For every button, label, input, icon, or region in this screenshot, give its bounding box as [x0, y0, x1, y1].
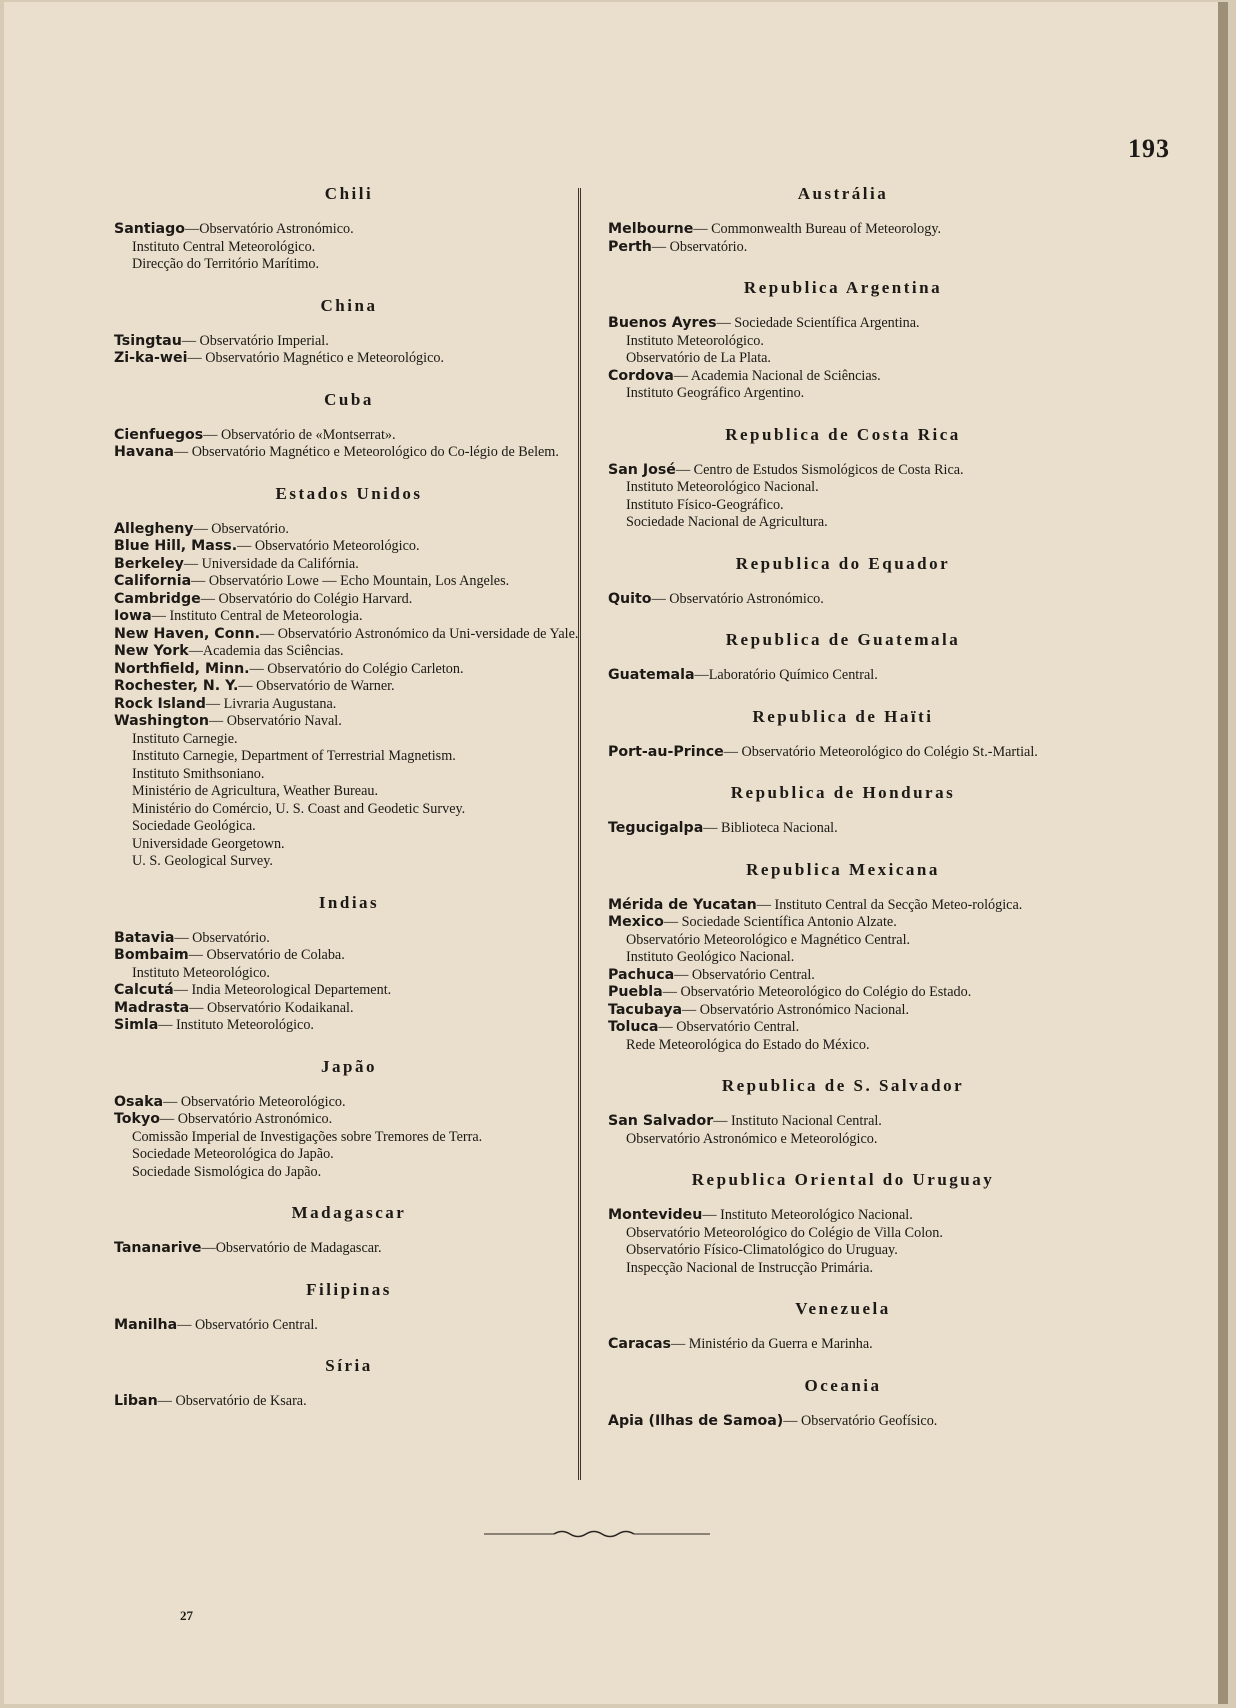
entry-line [608, 462, 1078, 480]
institution-subline: Instituto Smithsoniano. [132, 765, 265, 782]
institution-text: — Universidade da Califórnia. [183, 555, 359, 572]
entry-line [608, 1413, 1078, 1431]
section-heading: Venezuela [795, 1299, 891, 1318]
institution-subline: Instituto Geológico Nacional. [626, 949, 795, 965]
section-republica-de-honduras [608, 783, 1078, 838]
section-cuba [114, 390, 584, 462]
section-republica-de-guatemala [608, 630, 1078, 685]
place-name: Rochester, N. Y. [114, 678, 239, 694]
institution-subline: Instituto Geográfico Argentino. [626, 385, 805, 401]
place-name: Batavia [114, 929, 175, 946]
entry-line [114, 221, 584, 239]
institution-subline: Sociedade Geológica. [132, 818, 256, 834]
place-name: Tegucigalpa [608, 820, 704, 836]
section-republica-oriental-do-uruguay [608, 1170, 1078, 1277]
institution-subline: Sociedade Sismológica do Japão. [132, 1163, 322, 1180]
section-heading: Republica de Honduras [730, 783, 956, 802]
section-china [114, 296, 584, 368]
place-name: Guatemala [608, 667, 695, 683]
place-name: Iowa [114, 608, 152, 624]
entry-line [114, 1240, 584, 1258]
place-name: Osaka [114, 1093, 164, 1110]
section-heading: Republica de Haïti [752, 706, 934, 726]
institution-text: — Observatório Central. [658, 1019, 800, 1035]
institution-text: — Observatório. [651, 238, 748, 255]
entry-line [608, 1336, 1078, 1354]
section-madagascar [114, 1203, 584, 1258]
right-column [608, 184, 1078, 1452]
place-name: Santiago [114, 221, 186, 237]
book-page [4, 2, 1228, 1704]
section-republica-de-costa-rica [608, 425, 1078, 532]
section-republica-do-equador [608, 554, 1078, 609]
entry-line [608, 591, 1078, 609]
place-name: Allegheny [114, 520, 194, 537]
section-venezuela [608, 1299, 1078, 1354]
entry-line [608, 368, 1078, 386]
institution-text: — Observatório do Colégio Carleton. [249, 660, 464, 677]
institution-subline: Instituto Físico-Geográfico. [626, 496, 784, 513]
place-name: Tananarive [114, 1240, 202, 1256]
institution-text: — Observatório Central. [177, 1316, 318, 1333]
institution-subline: Observatório Físico-Climatológico do Uruguay. [626, 1242, 898, 1258]
entry-line [608, 1019, 1078, 1037]
entry-line [608, 914, 1078, 932]
institution-text: — Observatório Meteorológico. [163, 1093, 346, 1110]
section-heading: Republica Mexicana [746, 859, 940, 879]
entry-line [114, 350, 584, 368]
entry-line [114, 947, 584, 965]
institution-text: — Academia Nacional de Sciências. [673, 367, 881, 384]
place-name: New Haven, Conn. [114, 625, 261, 642]
institution-text: — Observatório Astronómico. [651, 590, 824, 607]
place-name: California [114, 573, 192, 589]
institution-text: — Observatório de Warner. [238, 678, 395, 694]
page-number: 193 [1128, 134, 1170, 163]
institution-subline: Ministério de Agricultura, Weather Bureau. [132, 783, 379, 799]
institution-subline: Observatório Astronómico e Meteorológico. [626, 1130, 878, 1147]
entry-line [114, 608, 584, 626]
place-name: Tsingtau [114, 332, 182, 349]
section-heading: Estados Unidos [275, 483, 423, 503]
institution-text: — Observatório de Ksara. [157, 1393, 307, 1409]
institution-text: — Observatório Magnético e Meteorológico. [187, 350, 445, 366]
institution-text: — Instituto Nacional Central. [713, 1113, 882, 1129]
entry-line [608, 1207, 1078, 1225]
institution-text: — Observatório Naval. [209, 713, 342, 729]
institution-subline: U. S. Geological Survey. [132, 853, 273, 869]
place-name: Blue Hill, Mass. [114, 538, 238, 554]
place-name: Montevideu [608, 1207, 703, 1223]
institution-text: — Observatório do Colégio Harvard. [200, 590, 413, 607]
section-estados-unidos [114, 484, 584, 871]
section-heading: Republica Argentina [743, 278, 943, 297]
institution-text: — Instituto Meteorológico. [158, 1017, 314, 1033]
place-name: Cambridge [114, 590, 201, 607]
place-name: Perth [608, 238, 652, 255]
section-heading: Madagascar [291, 1203, 407, 1222]
institution-text: — Observatório Imperial. [181, 332, 329, 349]
entry-line [608, 667, 1078, 685]
section-japao [114, 1057, 584, 1182]
institution-text: — Observatório Geofísico. [783, 1412, 938, 1429]
place-name: Mexico [608, 914, 664, 930]
institution-text: — Observatório Kodaikanal. [189, 999, 354, 1016]
institution-text: — Sociedade Scientífica Argentina. [716, 315, 920, 331]
entry-line [608, 984, 1078, 1002]
section-siria [114, 1356, 584, 1411]
place-name: New York [114, 643, 189, 659]
institution-text: — Instituto Central da Secção Meteo-rológica. [756, 896, 1023, 913]
institution-subline: Inspecção Nacional de Instrucção Primária. [626, 1259, 873, 1276]
institution-text: —Observatório Astronómico. [185, 221, 354, 237]
entry-line [114, 556, 584, 574]
institution-subline: Rede Meteorológica do Estado do México. [626, 1036, 870, 1053]
section-indias [114, 893, 584, 1035]
section-oceania [608, 1376, 1078, 1431]
place-name: Cordova [608, 367, 674, 384]
entry-line [114, 643, 584, 661]
institution-text: — Observatório Lowe — Echo Mountain, Los Angeles. [191, 573, 510, 589]
section-heading: Republica de Costa Rica [725, 424, 961, 444]
institution-text: — Observatório de Colaba. [188, 947, 345, 963]
section-republica-de-s-salvador [608, 1076, 1078, 1148]
entry-line [114, 444, 584, 462]
institution-subline: Sociedade Meteorológica do Japão. [132, 1146, 334, 1162]
section-heading: Síria [325, 1356, 373, 1375]
institution-subline: Instituto Central Meteorológico. [132, 238, 316, 255]
entry-line [608, 221, 1078, 239]
entry-line [608, 1113, 1078, 1131]
entry-line [114, 1111, 584, 1129]
column-divider [578, 188, 581, 1480]
section-heading: Republica Oriental do Uruguay [691, 1170, 995, 1189]
section-australia [608, 184, 1078, 256]
entry-line [608, 820, 1078, 838]
place-name: Berkeley [114, 555, 184, 572]
institution-text: —Laboratório Químico Central. [694, 667, 878, 683]
place-name: Cienfuegos [114, 426, 204, 443]
section-heading: Indias [318, 892, 380, 912]
place-name: San Salvador [608, 1113, 714, 1129]
entry-line [114, 930, 584, 948]
institution-text: —Observatório de Madagascar. [201, 1240, 382, 1256]
entry-line [114, 427, 584, 445]
institution-text: — Observatório. [174, 929, 270, 946]
entry-line [114, 1317, 584, 1335]
institution-text: — Centro de Estudos Sismológicos de Costa Rica. [675, 461, 964, 478]
section-heading: Japão [321, 1056, 377, 1076]
entry-line [114, 1393, 584, 1411]
institution-text: — Observatório Astronómico Nacional. [682, 1001, 909, 1018]
entry-line [608, 744, 1078, 762]
place-name: Caracas [608, 1336, 671, 1352]
section-republica-de-haiti [608, 707, 1078, 762]
entry-line [114, 1017, 584, 1035]
institution-subline: Instituto Meteorológico Nacional. [626, 479, 819, 495]
section-heading: Chili [324, 184, 374, 203]
entry-line [608, 315, 1078, 333]
entry-line [608, 967, 1078, 985]
place-name: Port-au-Prince [608, 743, 724, 760]
place-name: Apia (Ilhas de Samoa) [608, 1412, 784, 1429]
entry-line [114, 1094, 584, 1112]
entry-line [114, 626, 584, 644]
institution-subline: Comissão Imperial de Investigações sobre Tremores de Terra. [132, 1128, 483, 1145]
institution-text: — Biblioteca Nacional. [703, 820, 838, 836]
place-name: Bombaim [114, 947, 189, 963]
left-column [114, 184, 584, 1433]
institution-text: — Commonwealth Bureau of Meteorology. [693, 221, 942, 237]
institution-subline: Ministério do Comércio, U. S. Coast and Geodetic Survey. [132, 800, 466, 817]
section-heading: Filipinas [306, 1279, 392, 1299]
institution-text: — Instituto Meteorológico Nacional. [702, 1207, 913, 1223]
place-name: Tokyo [114, 1111, 160, 1127]
ornament-rule [484, 1528, 710, 1540]
place-name: Northfield, Minn. [114, 660, 250, 677]
institution-text: — Observatório Astronómico da Uni-versidade de Yale. [260, 625, 579, 642]
entry-line [114, 696, 584, 714]
place-name: Toluca [608, 1019, 659, 1035]
institution-text: — Observatório de «Montserrat». [203, 426, 396, 443]
place-name: Liban [114, 1393, 158, 1409]
institution-text: — Sociedade Scientífica Antonio Alzate. [663, 914, 897, 930]
place-name: Puebla [608, 984, 663, 1000]
institution-text: — Observatório Meteorológico. [237, 538, 420, 554]
section-republica-argentina [608, 278, 1078, 403]
institution-subline: Instituto Carnegie. [132, 730, 238, 747]
entry-line [114, 661, 584, 679]
place-name: Zi-ka-wei [114, 350, 188, 366]
place-name: Rock Island [114, 695, 206, 712]
entry-line [114, 333, 584, 351]
section-heading: Republica de Guatemala [725, 630, 961, 649]
institution-subline: Direcção do Território Marítimo. [132, 256, 320, 272]
section-heading: Oceania [804, 1375, 882, 1395]
institution-text: — Observatório Magnético e Meteorológico do Co-légio de Belem. [173, 444, 559, 460]
section-heading: Republica do Equador [735, 553, 951, 573]
entry-line [114, 678, 584, 696]
institution-subline: Instituto Meteorológico. [626, 332, 764, 349]
section-heading: Austrália [797, 184, 889, 203]
entry-line [114, 1000, 584, 1018]
entry-line [114, 573, 584, 591]
entry-line [608, 897, 1078, 915]
entry-line [114, 591, 584, 609]
place-name: Madrasta [114, 999, 190, 1016]
entry-line [114, 521, 584, 539]
place-name: Havana [114, 444, 174, 460]
institution-text: — India Meteorological Departement. [173, 982, 392, 998]
entry-line [114, 982, 584, 1000]
institution-text: — Observatório. [193, 520, 289, 537]
place-name: Tacubaya [608, 1001, 683, 1018]
place-name: Quito [608, 590, 652, 607]
place-name: Washington [114, 713, 210, 729]
place-name: Pachuca [608, 966, 675, 983]
section-heading: Republica de S. Salvador [721, 1076, 965, 1095]
institution-text: — Ministério da Guerra e Marinha. [671, 1336, 873, 1352]
section-filipinas [114, 1280, 584, 1335]
entry-line [608, 239, 1078, 257]
place-name: Simla [114, 1017, 159, 1033]
entry-line [114, 538, 584, 556]
institution-text: — Observatório Meteorológico do Colégio St.-Martial. [723, 743, 1038, 760]
entry-line [114, 713, 584, 731]
entry-line [608, 1002, 1078, 1020]
institution-text: — Observatório Meteorológico do Colégio do Estado. [662, 984, 972, 1000]
institution-subline: Observatório de La Plata. [626, 350, 771, 366]
institution-subline: Instituto Meteorológico. [132, 964, 270, 981]
institution-subline: Observatório Meteorológico e Magnético Central. [626, 931, 911, 948]
institution-subline: Universidade Georgetown. [132, 835, 285, 852]
section-heading: China [320, 295, 378, 315]
place-name: Buenos Ayres [608, 315, 717, 331]
section-republica-mexicana [608, 860, 1078, 1055]
place-name: Melbourne [608, 221, 694, 237]
section-heading: Cuba [324, 389, 374, 409]
institution-text: — Livraria Augustana. [205, 695, 337, 712]
institution-subline: Observatório Meteorológico do Colégio de Villa Colon. [626, 1224, 943, 1241]
place-name: Calcutá [114, 982, 174, 998]
institution-text: — Observatório Central. [674, 966, 815, 983]
place-name: San José [608, 461, 676, 478]
place-name: Mérida de Yucatan [608, 896, 757, 913]
institution-subline: Instituto Carnegie, Department of Terrestrial Magnetism. [132, 748, 456, 764]
institution-text: — Instituto Central de Meteorologia. [151, 608, 363, 624]
institution-subline: Sociedade Nacional de Agricultura. [626, 514, 828, 530]
printer-signature: 27 [180, 1608, 193, 1623]
section-chili [114, 184, 584, 274]
institution-text: — Observatório Astronómico. [159, 1111, 333, 1127]
place-name: Manilha [114, 1316, 178, 1333]
institution-text: —Academia das Sciências. [188, 643, 344, 659]
